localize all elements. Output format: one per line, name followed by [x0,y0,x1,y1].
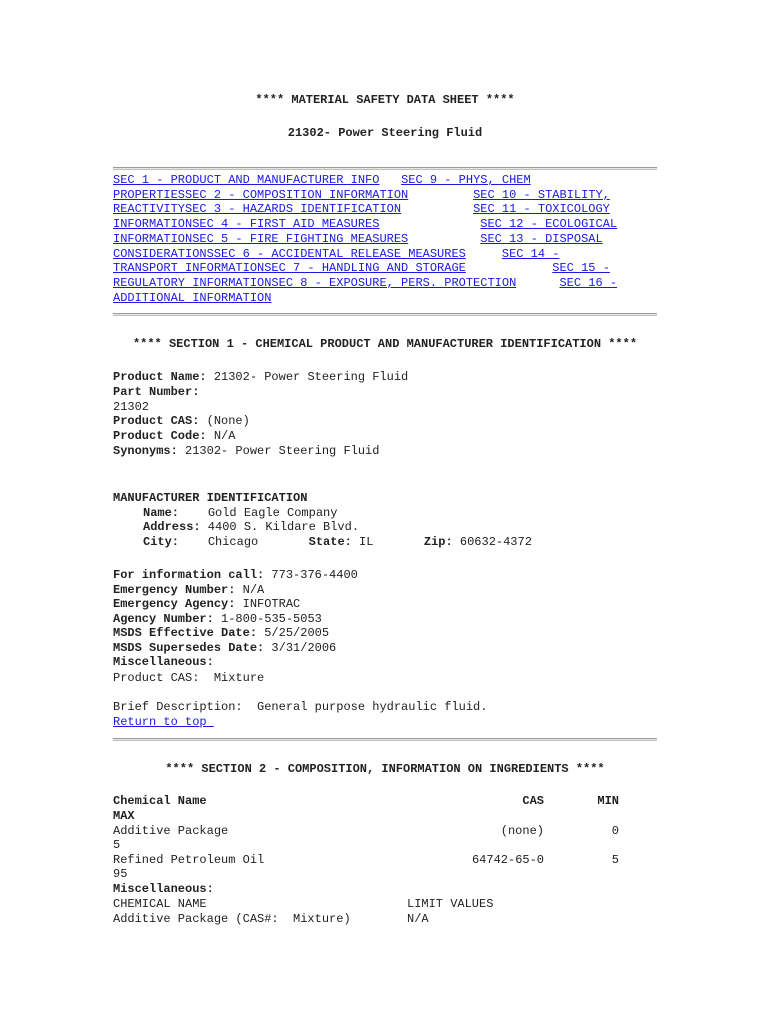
info-call-line [113,568,358,583]
emergency-agency-value: INFOTRAC [235,597,301,611]
col-chemical-name: Chemical Name [113,794,207,808]
emergency-number-label: Emergency Number: [113,583,236,597]
chem-name-header: CHEMICAL NAME [113,897,207,911]
toc-link[interactable]: INFORMATIONSEC 4 - FIRST AID MEASURES [113,217,380,232]
product-code-label: Product Code: [113,429,207,443]
section-1-heading: **** SECTION 1 - CHEMICAL PRODUCT AND MANUFACTURER IDENTIFICATION **** [132,337,638,351]
ingredient-min: 0 [611,824,619,838]
ingredient-name: Refined Petroleum Oil [113,853,265,867]
toc-link[interactable]: SEC 13 - DISPOSAL [480,231,603,246]
synonyms-line [113,444,379,459]
manufacturer-address-line [143,520,359,535]
divider [113,738,657,741]
toc-line [113,261,610,276]
toc-line [113,188,610,203]
toc-spacer [408,188,473,202]
limit-row-value: N/A [407,912,429,926]
state-label: State: [308,535,352,549]
part-number-value: 21302 [113,400,150,414]
toc-link[interactable]: REACTIVITYSEC 3 - HAZARDS IDENTIFICATION [113,202,402,217]
return-to-top-line [113,715,214,730]
toc-spacer [408,232,480,246]
toc-line [113,247,559,262]
product-name-line [113,370,408,385]
toc-spacer [379,217,480,231]
product-cas-value: (None) [199,414,250,428]
city-label: City: [143,535,180,549]
zip-value: 60632-4372 [452,535,532,549]
manufacturer-name-line [143,506,337,521]
product-cas-line [113,414,250,429]
toc-spacer [466,261,552,275]
agency-number-label: Agency Number: [113,612,214,626]
toc-line [113,276,617,291]
emergency-number-line [113,583,264,598]
misc-label: Miscellaneous: [113,655,214,669]
document-subtitle: 21302- Power Steering Fluid [287,126,483,140]
toc-link[interactable]: SEC 12 - ECOLOGICAL [480,217,618,232]
supersedes-date-value: 3/31/2006 [264,641,337,655]
toc-line [113,232,603,247]
brief-description: Brief Description: General purpose hydraulic fluid. [113,700,488,714]
name-label: Name: [143,506,180,520]
effective-date-line [113,626,329,641]
toc-link[interactable]: SEC 10 - STABILITY, [473,187,610,202]
ingredient-name: Additive Package [113,824,229,838]
synonyms-label: Synonyms: [113,444,178,458]
toc-link[interactable]: SEC 16 - [559,275,618,290]
info-call-value: 773-376-4400 [264,568,358,582]
agency-number-value: 1-800-535-5053 [213,612,322,626]
effective-date-value: 5/25/2005 [257,626,330,640]
supersedes-date-line [113,641,336,656]
city-value: Chicago [179,535,309,549]
col-min: MIN [597,794,619,808]
product-cas-label: Product CAS: [113,414,200,428]
toc-link[interactable]: ADDITIONAL INFORMATION [113,290,272,305]
product-code-line [113,429,235,444]
toc-spacer [516,276,559,290]
effective-date-label: MSDS Effective Date: [113,626,258,640]
toc-line [113,202,610,217]
toc-spacer [401,202,473,216]
toc-link[interactable]: SEC 14 - [501,246,560,261]
toc-spacer [466,247,502,261]
name-value: Gold Eagle Company [179,506,338,520]
agency-number-line [113,612,322,627]
toc-link[interactable]: INFORMATIONSEC 5 - FIRE FIGHTING MEASURES [113,231,409,246]
product-name-value: 21302- Power Steering Fluid [206,370,409,384]
toc-spacer [379,173,401,187]
section-2-heading: **** SECTION 2 - COMPOSITION, INFORMATION ON INGREDIENTS **** [165,762,605,776]
toc-line [113,291,271,306]
toc-link[interactable]: SEC 11 - TOXICOLOGY [473,202,610,217]
product-code-value: N/A [206,429,236,443]
misc-product-cas: Product CAS: Mixture [113,671,265,685]
manufacturer-city-line [143,535,532,550]
ingredient-max: 95 [113,867,128,881]
toc-line [113,217,617,232]
toc-link[interactable]: SEC 1 - PRODUCT AND MANUFACTURER INFO [113,173,380,187]
document-title: **** MATERIAL SAFETY DATA SHEET **** [255,93,515,107]
toc-link[interactable]: CONSIDERATIONSSEC 6 - ACCIDENTAL RELEASE MEASURES [113,246,466,261]
ingredient-cas: 64742-65-0 [471,853,544,867]
emergency-number-value: N/A [235,583,265,597]
address-label: Address: [143,520,201,534]
col-cas: CAS [522,794,544,808]
divider [113,313,657,316]
toc-line [113,173,531,188]
limit-values-header: LIMIT VALUES [407,897,494,911]
toc-link[interactable]: SEC 15 - [552,261,610,276]
ingredient-min: 5 [611,853,619,867]
sec2-misc-label: Miscellaneous: [113,882,214,896]
part-number-label: Part Number: [113,385,200,399]
ingredient-cas: (none) [500,824,544,838]
address-value: 4400 S. Kildare Blvd. [200,520,360,534]
toc-link[interactable]: REGULATORY INFORMATIONSEC 8 - EXPOSURE, PERS. PROTECTION [113,275,517,290]
ingredient-max: 5 [113,838,121,852]
state-value: IL [351,535,424,549]
emergency-agency-label: Emergency Agency: [113,597,236,611]
manufacturer-heading: MANUFACTURER IDENTIFICATION [113,491,308,505]
toc-link[interactable]: SEC 9 - PHYS, CHEM [401,173,531,187]
divider [113,167,657,170]
return-to-top-link[interactable]: Return to top [113,715,214,729]
info-call-label: For information call: [113,568,265,582]
product-name-label: Product Name: [113,370,207,384]
zip-label: Zip: [423,535,453,549]
emergency-agency-line [113,597,300,612]
toc-link[interactable]: PROPERTIESSEC 2 - COMPOSITION INFORMATION [113,187,409,202]
col-max: MAX [113,809,135,823]
supersedes-date-label: MSDS Supersedes Date: [113,641,265,655]
synonyms-value: 21302- Power Steering Fluid [177,444,380,458]
limit-row-name: Additive Package (CAS#: Mixture) [113,912,351,926]
toc-link[interactable]: TRANSPORT INFORMATIONSEC 7 - HANDLING AND STORAGE [113,261,466,276]
